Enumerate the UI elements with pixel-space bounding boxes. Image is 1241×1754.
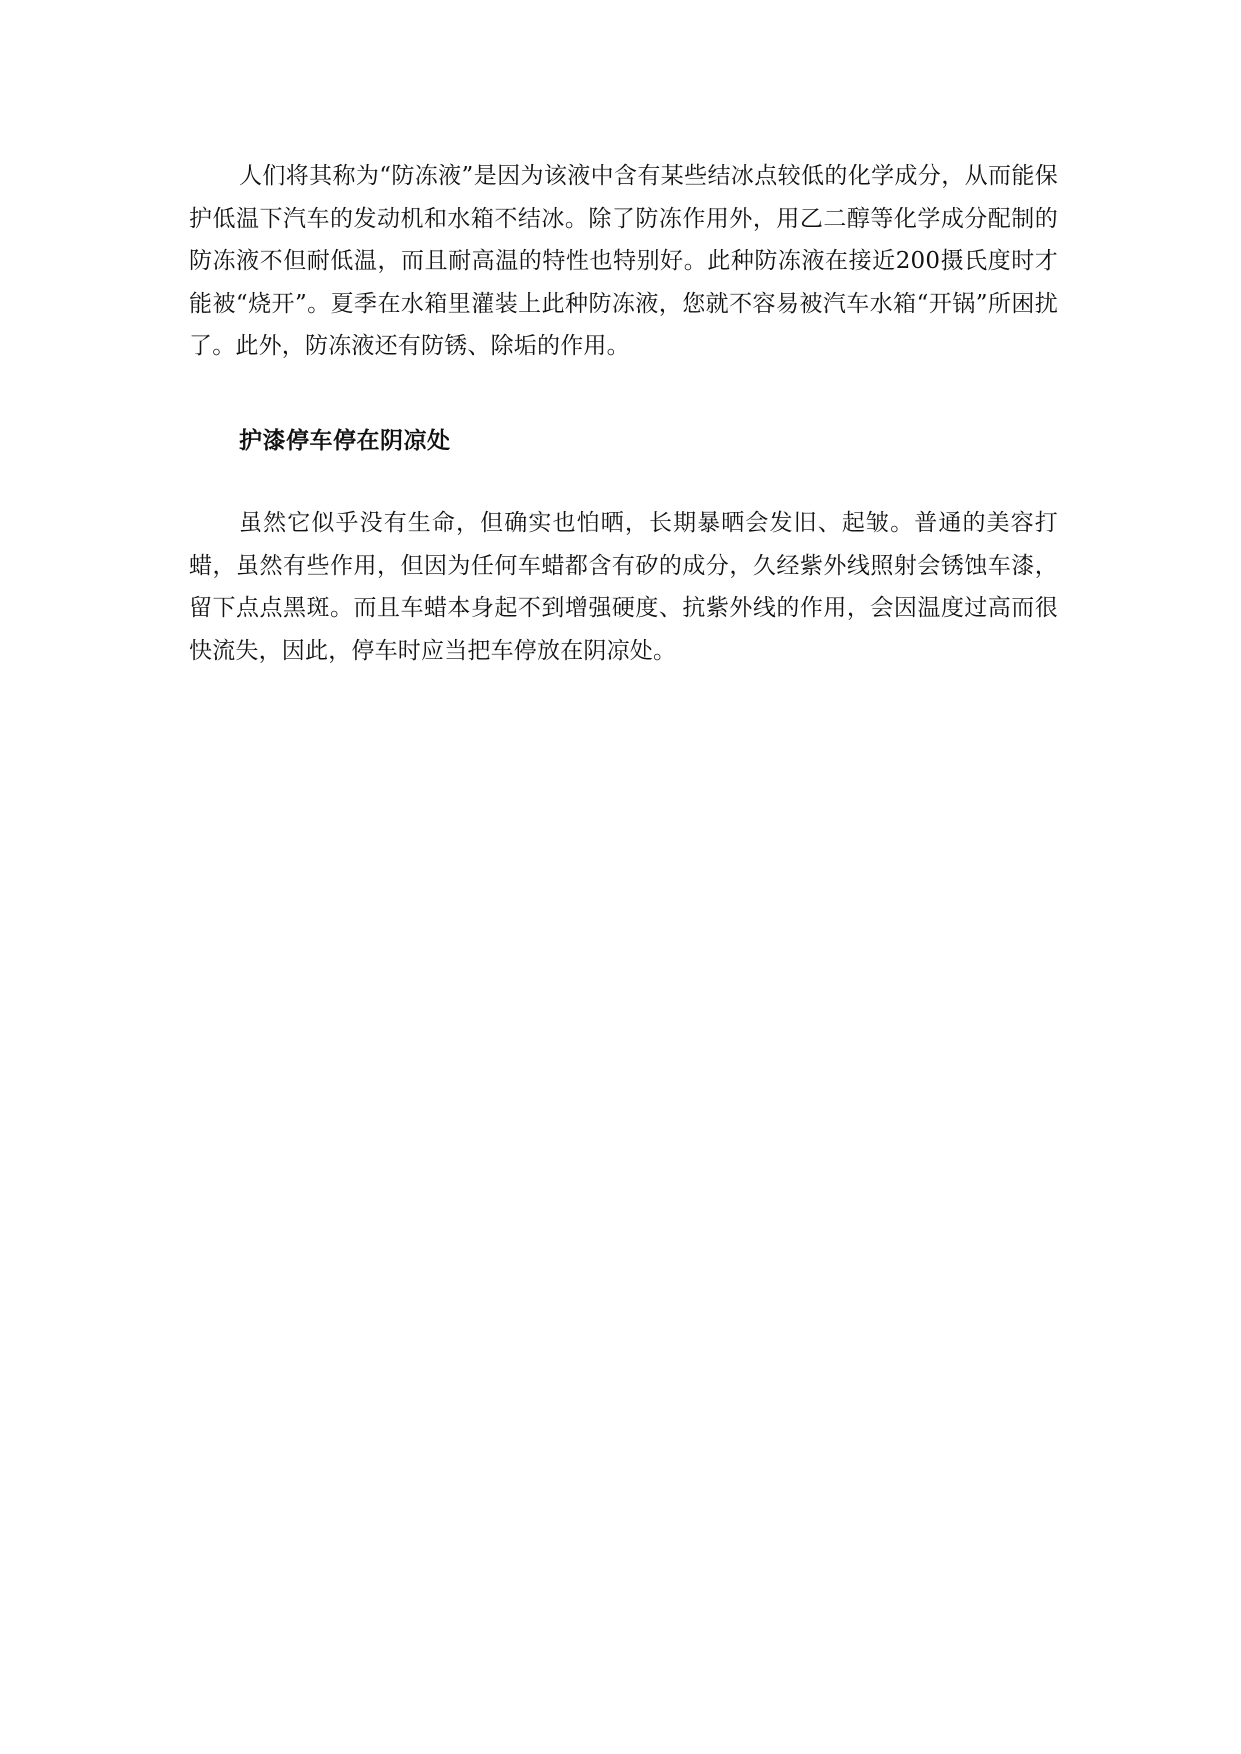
antifreeze-paragraph: 人们将其称为“防冻液”是因为该液中含有某些结冰点较低的化学成分，从而能保护低温下汽车的发动机和水箱不结冰。除了防冻作用外，用乙二醇等化学成分配制的防冻液不但耐低温，而且耐高温的特性也特别好。此种防冻液在接近200摄氏度时才能被“烧开”。夏季在水箱里灌装上此种防冻液，您就不容易被汽车水箱“开锅”所困扰了。此外，防冻液还有防锈、除垢的作用。 (189, 163, 1058, 360)
section-heading: 护漆停车停在阴凉处 (239, 427, 451, 454)
paint-protection-paragraph: 虽然它似乎没有生命，但确实也怕晒，长期暴晒会发旧、起皱。普通的美容打蜡，虽然有些作用，但因为任何车蜡都含有矽的成分，久经紫外线照射会锈蚀车漆，留下点点黑斑。而且车蜡本身起不到增强硬度、抗紫外线的作用，会因温度过高而很快流失，因此，停车时应当把车停放在阴凉处。 (189, 510, 1058, 664)
